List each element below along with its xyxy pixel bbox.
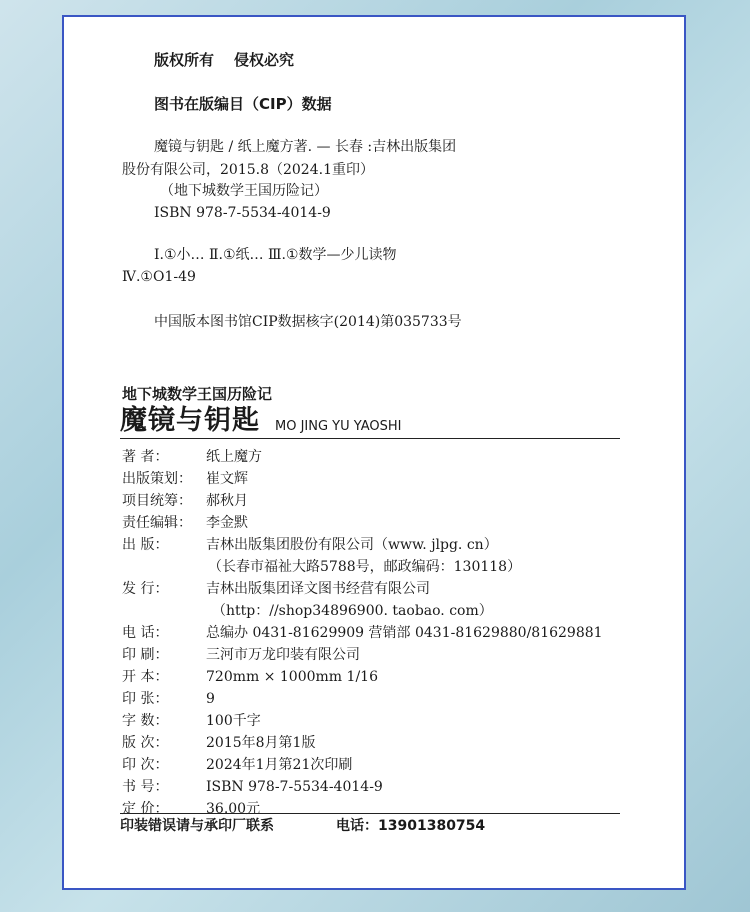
detail-value: ISBN 978-7-5534-4014-9 xyxy=(206,779,383,795)
bottom-rule xyxy=(120,813,620,814)
detail-label: 责任编辑： xyxy=(122,515,192,531)
detail-label: 项目统筹： xyxy=(122,493,192,509)
detail-label: 出版策划： xyxy=(122,471,192,487)
footer-notice: 印装错误请与承印厂联系 xyxy=(120,818,274,834)
detail-value: 2024年1月第21次印刷 xyxy=(206,757,353,773)
rights-text: 版权所有 xyxy=(154,51,215,69)
cip-line-2: 股份有限公司，2015.8（2024.1重印） xyxy=(122,162,374,178)
detail-value: 郝秋月 xyxy=(206,493,248,509)
cip-heading: 图书在版编目（CIP）数据 xyxy=(154,95,332,113)
detail-label: 开 本： xyxy=(122,669,169,685)
detail-label: 字 数： xyxy=(122,713,169,729)
detail-label: 印 刷： xyxy=(122,647,169,663)
copyright-page xyxy=(62,15,686,890)
detail-value: 三河市万龙印装有限公司 xyxy=(206,647,360,663)
cip-line-3: （地下城数学王国历险记） xyxy=(160,183,328,199)
detail-value: 2015年8月第1版 xyxy=(206,735,316,751)
detail-value: 纸上魔方 xyxy=(206,449,262,465)
detail-value: 总编办 0431-81629909 营销部 0431-81629880/81629881 xyxy=(206,625,603,641)
cip-isbn: ISBN 978-7-5534-4014-9 xyxy=(154,205,331,221)
detail-value: （长春市福祉大路5788号，邮政编码：130118） xyxy=(208,559,522,575)
detail-value: 崔文辉 xyxy=(206,471,248,487)
book-title-pinyin: MO JING YU YAOSHI xyxy=(275,419,402,434)
detail-label: 印 张： xyxy=(122,691,169,707)
classification-line-1: Ⅰ.①小… Ⅱ.①纸… Ⅲ.①数学—少儿读物 xyxy=(154,247,397,263)
detail-value: 李金默 xyxy=(206,515,248,531)
detail-label: 书 号： xyxy=(122,779,169,795)
detail-value: 吉林出版集团译文图书经营有限公司 xyxy=(206,581,430,597)
detail-label: 印 次： xyxy=(122,757,169,773)
classification-line-2: Ⅳ.①O1-49 xyxy=(122,269,196,285)
piracy-text: 侵权必究 xyxy=(234,51,295,69)
top-rule xyxy=(120,438,620,439)
detail-label: 定 价： xyxy=(122,801,169,817)
detail-label: 著 者： xyxy=(122,449,169,465)
detail-label: 出 版： xyxy=(122,537,169,553)
detail-value: 吉林出版集团股份有限公司（www. jlpg. cn） xyxy=(206,537,498,553)
detail-value: 720mm × 1000mm 1/16 xyxy=(206,669,378,685)
detail-label: 发 行： xyxy=(122,581,169,597)
detail-label: 版 次： xyxy=(122,735,169,751)
cip-record: 中国版本图书馆CIP数据核字(2014)第035733号 xyxy=(154,314,462,330)
detail-value: 100千字 xyxy=(206,713,261,729)
detail-value: （http：//shop34896900. taobao. com） xyxy=(212,603,493,619)
footer-phone: 电话：13901380754 xyxy=(336,818,486,834)
series-title: 地下城数学王国历险记 xyxy=(122,385,273,403)
detail-value: 36.00元 xyxy=(206,801,261,817)
detail-label: 电 话： xyxy=(122,625,169,641)
cip-line-1: 魔镜与钥匙 / 纸上魔方著. — 长春 :吉林出版集团 xyxy=(154,139,457,155)
detail-value: 9 xyxy=(206,691,215,707)
book-title: 魔镜与钥匙 xyxy=(120,405,260,436)
